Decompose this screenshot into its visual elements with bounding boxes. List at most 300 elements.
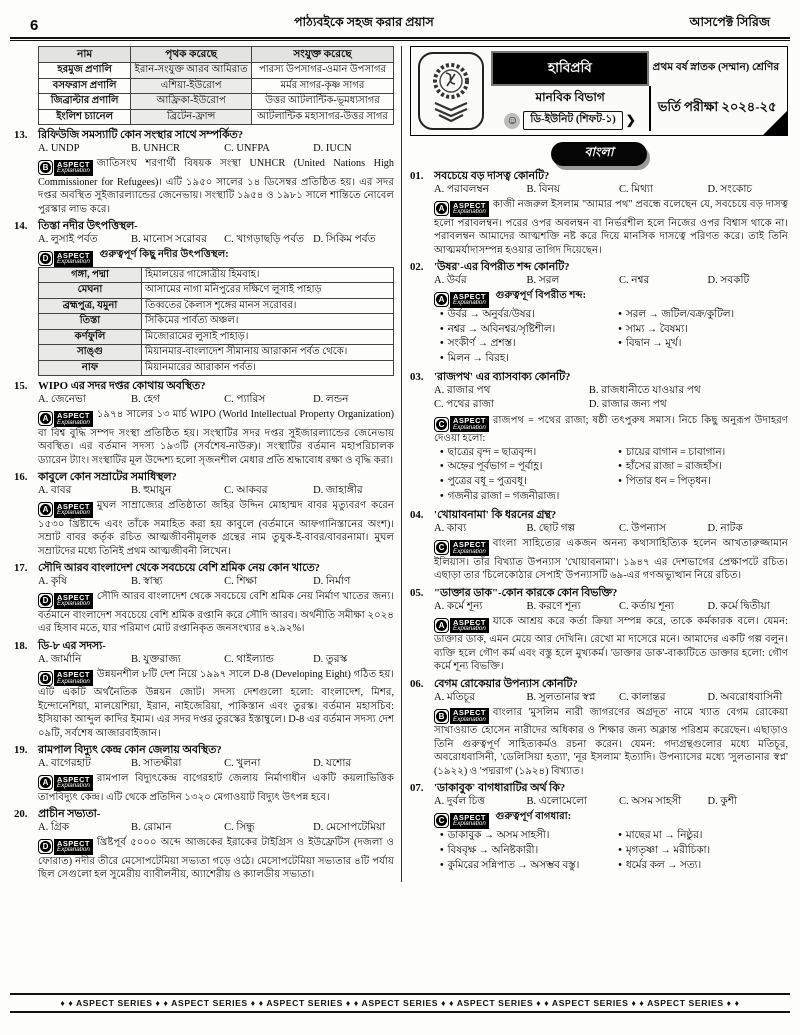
question-text: রামপাল বিদ্যুৎ কেন্দ্র কোন জেলায় অবস্থিত? <box>38 744 222 757</box>
table-row <box>39 109 394 125</box>
table-cell: ব্রিটেন-ফ্রান্স <box>131 109 252 125</box>
header-motto: পাঠ্যবইকে সহজ করার প্রয়াস <box>294 15 434 29</box>
question-item <box>410 370 788 505</box>
option-item: D. অবরোধবাসিনী <box>707 691 783 703</box>
option-item: C. থাইল্যান্ড <box>224 653 274 665</box>
aspect-explanation-logo <box>450 813 489 829</box>
explanation-label: Explanation <box>57 167 90 175</box>
option-item: A. মতিচূর <box>434 691 475 703</box>
aspect-brand-label: ASPECT <box>57 250 90 260</box>
question-number: 05. <box>410 586 424 599</box>
option-item: C. মিথ্যা <box>619 184 654 196</box>
table-cell: সাঙ্গু <box>39 345 142 361</box>
option-item: D. নাটক <box>707 523 743 535</box>
bullet-dot: • <box>618 844 622 856</box>
table-row <box>39 360 394 376</box>
aspect-brand-label: ASPECT <box>453 291 486 301</box>
bullet-dot: • <box>440 844 444 856</box>
answer-badge <box>434 618 489 634</box>
option-item: A. কাব্য <box>434 523 467 535</box>
answer-badge <box>38 160 93 176</box>
bullet-pairs <box>410 308 788 368</box>
options-row <box>410 183 788 197</box>
table-cell: আফ্রিকা-ইউরোপ <box>131 94 252 110</box>
question-item <box>14 219 394 376</box>
question-item <box>14 561 394 636</box>
unit-line <box>491 111 649 130</box>
explanation <box>410 289 788 307</box>
table-cell: হিমালয়ের গাঙ্গোত্রীয় হিমবাহ। <box>141 267 393 283</box>
answer-letter: B <box>434 709 449 724</box>
bullet-item: • ছাত্রের বৃন্দ = ছাত্রবৃন্দ। <box>440 446 537 458</box>
option-item: C. UNFPA <box>224 143 270 155</box>
option-item: B. রোমান <box>131 822 172 834</box>
bullet-dot: • <box>440 829 444 841</box>
bullet-item: • হাঁসের রাজা = রাজহাঁস। <box>618 461 722 473</box>
table-cell: কর্ণফুলি <box>39 329 142 345</box>
option-item: B. যুক্তরাজ্য <box>131 653 181 665</box>
answer-letter: C <box>434 540 449 555</box>
page-header <box>0 0 800 37</box>
table-row <box>39 63 394 79</box>
answer-letter: A <box>38 502 53 517</box>
explanation-text: বাংলা সাহিত্যের একজন অনন্য কথাসাহিত্যিক হলেন আখতারুজ্জামান ইলিয়াস। তাঁর বিখ্যাত উপন্যাস 'খোয়াবনামা'। ১৯৪৭ এর দেশভাগের প্রেক্ষাপটে রচিত। এছাড়া তার 'চিলেকোঠার সেপাই' উপন্যাসটি ৬৯-এর গণঅভ্যুত্থান নিয়ে রচিত। <box>434 538 788 582</box>
option-item: D. যশোর <box>313 758 352 770</box>
answer-badge <box>434 708 489 724</box>
options-row <box>14 757 394 771</box>
options-row <box>14 575 394 589</box>
question-number: 13. <box>14 129 28 142</box>
option-item: D. IUCN <box>313 143 352 155</box>
table-cell: মিয়ানমার-বাংলাদেশ সীমানায় আরাকান পর্বত থেকে। <box>141 345 393 361</box>
bullet-item: • সংকীর্ণ → প্রশস্ত। <box>440 338 516 350</box>
question-item <box>14 379 394 467</box>
header-series-name: আসপেক্ট সিরিজ <box>689 15 770 29</box>
explanation-label: Explanation <box>57 600 90 608</box>
option-item: C. নশ্বর <box>619 275 650 286</box>
table-cell: মেঘনা <box>39 283 142 299</box>
aspect-brand-label: ASPECT <box>57 501 90 511</box>
table-row <box>39 78 394 94</box>
explanation-text: রাজপথ = পথের রাজা; ষষ্ঠী তৎপুরুষ সমাস। নিচে কিছু অনুরূপ উদাহরণ দেওয়া হলো: <box>434 414 788 445</box>
table-row <box>39 283 394 299</box>
answer-letter: A <box>38 411 53 426</box>
option-item: B. সুলতানার স্বপ্ন <box>526 691 596 703</box>
question-number: 06. <box>410 677 424 690</box>
option-item: C. কর্তায় শূন্য <box>619 600 674 612</box>
explanation-text: মুঘল সাম্রাজ্যের প্রতিষ্ঠাতা জহির উদ্দিন মোহাম্মদ বাবর মৃত্যুবরণ করেন ১৫৩০ খ্রিষ্টাব্দে এবং তাঁকে সমাহিত করা হয় কাবুলে (বর্তমানে আফগানিস্তানের অংশ)। সম্রাট বাবর কর্তৃক রচিত আত্মজীবনীমূলক গ্রন্থের নাম তুযুক-ই-বাবর/বাবরনামা। মুঘল সম্রাটদের মধ্যে তিনিই প্রথম আত্মজীবনী লিখেন। <box>38 500 394 557</box>
class-line: প্রথম বর্ষ স্নাতক (সম্মান) শ্রেণির <box>652 62 780 73</box>
question-text: WIPO এর সদর দপ্তর কোথায় অবস্থিত? <box>38 380 206 393</box>
option-item: D. সংকোচ <box>707 184 753 196</box>
explanation-label: Explanation <box>57 258 90 266</box>
option-item: B. এলোমেলো <box>526 796 587 808</box>
explanation <box>410 810 788 828</box>
question-head <box>14 639 394 653</box>
option-item: D. কর্মে দ্বিতীয়া <box>707 600 770 612</box>
explanation-text: বাংলার 'মুসলিম নারী জাগরণের অগ্রদূত' নামে খ্যাত বেগম রোকেয়া সাখাওয়াত হোসেন নারীদের অধিকার ও শিক্ষার জন্য অক্লান্ত পরিশ্রম করেছেন। এছাড়াও তিনি গুরুত্বপূর্ণ সাহিত্যকর্মও রচনা করেন। যেমন: গদ্যগ্রন্থগুলোর মধ্যে মতিচূর, অবরোধবাসিনী, 'ডেলিসিয়া হত্যা', 'নূর ইসলাম' ইত্যাদি। উপন্যাসের মধ্যে 'সুলতানার স্বপ্ন' (১৯২২) ও 'পদ্মরাগ' (১৯২৪) বিখ্যাত। <box>434 706 788 777</box>
smiley-icon: ☺ <box>506 112 519 127</box>
aspect-explanation-logo <box>54 593 93 609</box>
question-head <box>14 743 394 757</box>
aspect-brand-label: ASPECT <box>453 812 486 822</box>
explanation-text: খ্রিষ্টপূর্ব ৫০০০ অব্দে আজকের ইরাকের টাইগ্রিস ও ইউফ্রেটিস (দজলা ও ফোরাত) নদীর তীরে মেসোপটেমিয়া সভ্যতা গড়ে ওঠে। মেসোপটেমিয়া সভ্যতার ৪টি পর্যায় ছিল সেগুলো হল সুমেরীয় ব্যাবীলনীয়, অ্যাশেরীয় ও ক্যালডীয় সভ্যতা। <box>38 837 394 881</box>
question-number: 04. <box>410 509 424 522</box>
option-item: B. সাতক্ষীরা <box>131 758 182 770</box>
explanation <box>14 408 394 467</box>
university-logo <box>415 51 487 131</box>
bullet-item <box>618 490 788 505</box>
answer-letter: B <box>38 160 53 175</box>
bullet-dot: • <box>440 491 444 503</box>
aspect-brand-label: ASPECT <box>57 159 90 169</box>
question-head <box>14 561 394 575</box>
question-number: 03. <box>410 371 424 384</box>
option-item: A. উর্বর <box>434 275 467 286</box>
option-item: A. কৃষি <box>38 576 67 588</box>
aspect-brand-label: ASPECT <box>453 540 486 549</box>
bullet-item: • মৃগতৃষ্ণা → মরীচিকা। <box>618 844 711 856</box>
bullet-item: • পিতার ধন = পিতৃধন। <box>618 476 711 488</box>
explanation-label: Explanation <box>453 423 486 431</box>
explanation-label: Explanation <box>57 846 90 854</box>
explanation-label: Explanation <box>453 820 486 828</box>
exam-header-text <box>491 51 783 131</box>
aspect-explanation-logo <box>450 292 489 308</box>
table-cell: নাফ <box>39 360 142 376</box>
bullet-item: • নশ্বর → অবিনশ্বর/সৃষ্টিশীল। <box>440 323 556 335</box>
question-head <box>14 379 394 393</box>
table-cell: উত্তর আটলান্টিক-ভূমধ্যসাগর <box>251 94 393 110</box>
bullet-dot: • <box>440 308 444 320</box>
table-header-row <box>39 47 394 63</box>
option-item: D. সিকিম পর্বত <box>313 234 376 246</box>
option-item: C. উপন্যাস <box>619 523 666 535</box>
question-head <box>14 128 394 142</box>
aspect-explanation-logo <box>54 502 93 518</box>
question-text: তিস্তা নদীর উৎপত্তিস্থল- <box>38 220 138 233</box>
institution-name: হাবিপ্রবি <box>491 51 649 86</box>
options-row <box>14 821 394 835</box>
bullet-dot: • <box>618 461 622 473</box>
option-item: D. মেসোপটেমিয়া <box>313 822 386 834</box>
question-item <box>410 169 788 257</box>
question-number: 18. <box>14 639 28 652</box>
subject-pill: বাংলা <box>551 142 648 166</box>
option-item: C. প্যারিস <box>224 394 266 406</box>
table-row <box>39 298 394 314</box>
explanation <box>410 198 788 257</box>
question-text: 'ডাকাবুক' বাগধারাটির অর্থ কি? <box>434 782 566 795</box>
option-item: D. তুরস্ক <box>313 653 348 665</box>
option-item: D. জাহাঙ্গীর <box>313 485 363 497</box>
aspect-explanation-logo <box>54 839 93 855</box>
explanation <box>410 615 788 674</box>
option-item: B. বিনয় <box>526 184 561 196</box>
aspect-brand-label: ASPECT <box>57 411 90 421</box>
explanation <box>14 248 394 266</box>
table-cell: তিস্তা <box>39 314 142 330</box>
question-item <box>410 260 788 367</box>
question-number: 16. <box>14 471 28 484</box>
option-item: C. কালান্তর <box>619 691 666 703</box>
question-text: কাবুলে কোন সম্রাটের সমাধিস্থল? <box>38 471 177 484</box>
answer-badge <box>434 292 489 308</box>
bullet-item: • উর্বর → অনুর্বর/উষর। <box>440 308 535 320</box>
table-cell: এশিয়া-ইউরোপ <box>131 78 252 94</box>
explanation <box>14 157 394 216</box>
bullet-item: • মাছের মা → নিষ্ঠুর। <box>618 829 703 841</box>
aspect-brand-label: ASPECT <box>453 617 486 627</box>
table-cell: সিকিমের পার্বত্য অঞ্চল। <box>141 314 393 330</box>
answer-letter: D <box>38 251 53 266</box>
subject-pill-wrap <box>410 142 788 166</box>
table-cell: মিজোরামের লুসাই পাহাড়। <box>141 329 393 345</box>
options-row <box>14 233 394 247</box>
question-number: 20. <box>14 808 28 821</box>
question-number: 02. <box>410 260 424 273</box>
explanation-label: Explanation <box>453 625 486 633</box>
table-cell: আসামের নাগা মনিপুরের দক্ষিণে লুসাই পাহাড় <box>141 283 393 299</box>
bullet-dot: • <box>618 476 622 488</box>
answer-letter: C <box>434 417 449 432</box>
bullet-pairs <box>410 829 788 874</box>
bullet-item: • চায়ের বাগান = চাবাগান। <box>618 446 726 458</box>
university-logo-icon <box>417 51 485 131</box>
option-item: B. ছোট গল্প <box>526 523 576 535</box>
explanation <box>14 590 394 635</box>
options-row <box>410 691 788 705</box>
option-item: C. অসম সাহসী <box>619 796 682 808</box>
explanation-label: Explanation <box>57 418 90 426</box>
table-row <box>39 345 394 361</box>
question-item <box>14 639 394 740</box>
option-item: D. নির্মাণ <box>313 576 351 588</box>
table-cell: তিব্বতের কৈলাস শৃঙ্গের মানস সরোবর। <box>141 298 393 314</box>
question-item <box>14 470 394 558</box>
answer-letter: A <box>434 618 449 633</box>
options-row <box>410 384 788 412</box>
question-head <box>14 219 394 233</box>
explanation-label: Explanation <box>57 677 90 685</box>
question-number: 01. <box>410 170 424 182</box>
exam-header-box <box>410 46 788 136</box>
option-item: B. হুমায়ুন <box>131 485 172 497</box>
option-item: D. রাজার জন্য পথ <box>588 399 667 411</box>
question-text: বেগম রোকেয়ার উপন্যাস কোনটি? <box>434 677 578 690</box>
question-number: 19. <box>14 744 28 757</box>
aspect-brand-label: ASPECT <box>453 416 486 426</box>
question-number: 14. <box>14 220 28 233</box>
question-head <box>14 470 394 484</box>
department-name: মানবিক বিভাগ <box>535 90 605 104</box>
bullet-dot: • <box>618 859 622 871</box>
answer-badge <box>38 502 93 518</box>
bullet-dot: • <box>440 323 444 335</box>
question-text: 'উষর'-এর বিপরীত শব্দ কোনটি? <box>434 260 570 273</box>
bullet-dot: • <box>440 859 444 871</box>
option-item: B. রাজধানীতে যাওয়ার পথ <box>588 385 701 397</box>
aspect-explanation-logo <box>54 775 93 791</box>
question-head <box>410 781 788 795</box>
answer-badge <box>38 411 93 427</box>
question-number: 15. <box>14 380 28 393</box>
table-cell: বসফরাস প্রণালি <box>39 78 131 94</box>
bullet-dot: • <box>618 829 622 841</box>
question-text: সবচেয়ে বড় দাসত্ব কোনটি? <box>434 170 550 182</box>
option-item: B. করণে শূন্য <box>526 600 581 612</box>
aspect-explanation-logo <box>54 251 93 267</box>
explanation-text: কাজী নজরুল ইসলাম "আমার পথ" প্রবন্ধে বলেছেন যে, সবচেয়ে বড় দাসত্ব হলো পরাবলম্বন। পরের ওপর অবলম্বন বা নির্ভরশীল হলে নিজের ওপর বিশ্বাস থাকে না। পরাবলম্বন আমাদের আত্মশক্তি নষ্ট করে দিয়ে মানসিক দাসত্বে পরিণত করে। তাই তিনি আত্মমর্যাদাসম্পন্ন হওয়ার তাগিদ দিয়েছেন। <box>434 199 788 256</box>
bullet-item: • মিলন → বিরহ। <box>440 353 509 365</box>
table-row <box>39 94 394 110</box>
explanation <box>14 836 394 881</box>
question-item <box>410 586 788 674</box>
aspect-explanation-logo <box>54 411 93 427</box>
table-header-cell: সংযুক্ত করেছে <box>251 47 393 63</box>
answer-badge <box>38 251 93 267</box>
explanation <box>14 668 394 740</box>
option-item: A. জেনেভা <box>38 394 86 406</box>
explanation-label: Explanation <box>453 715 486 723</box>
bullet-item: • কুমিরের সন্নিপাত → অসম্ভব বস্তু। <box>440 859 580 871</box>
question-head <box>410 677 788 691</box>
table-cell: ইরান-সংযুক্ত আরব আমিরাত <box>131 63 252 79</box>
question-item <box>410 508 788 583</box>
answer-letter: A <box>434 201 449 216</box>
bullet-item: • সাম্য → বৈষম্য। <box>618 323 688 335</box>
aspect-explanation-logo <box>450 416 489 432</box>
unit-label: ডি-ইউনিট (শিফট-১) <box>523 111 622 130</box>
option-item: B. সরল <box>526 275 560 286</box>
question-text: সৌদি আরব বাংলাদেশ থেকে সবচেয়ে বেশি শ্রমিক নেয় কোন খাতে? <box>38 562 320 575</box>
option-item: A. পরাবলম্বন <box>434 184 489 196</box>
option-item: A. রাজার পথ <box>434 385 491 397</box>
options-row <box>14 142 394 156</box>
option-item: A. কর্মে শূন্য <box>434 600 483 612</box>
bullet-dot: • <box>440 446 444 458</box>
question-text: 'খোয়াবনামা' কি ধরনের গ্রন্থ? <box>434 509 557 522</box>
options-row <box>410 600 788 614</box>
option-item: D. সবকটি <box>707 275 750 286</box>
table-cell: হরমুজ প্রণালি <box>39 63 131 79</box>
page-number: 6 <box>30 17 39 34</box>
page-footer: ♦ ♦ ASPECT SERIES ♦ ♦ ASPECT SERIES ♦ ♦ ASPECT SERIES ♦ ♦ ASPECT SERIES ♦ ♦ ASPECT SERIES ♦ ♦ ASPECT SERIES ♦ ♦ ASPECT SERIES ♦ ♦ <box>10 993 790 1013</box>
question-item <box>14 807 394 882</box>
explanation-title: গুরুত্বপূর্ণ বাগধারা: <box>492 811 572 823</box>
bullet-item: • বিদ্বান → মূর্খ। <box>618 338 682 350</box>
table-cell: জিব্রাল্টার প্রণালি <box>39 94 131 110</box>
options-row <box>410 795 788 809</box>
bullet-item: • ধর্মের কল → সত্য। <box>618 859 702 871</box>
option-item: C. খাগড়াছড়ি পর্বত <box>224 234 305 246</box>
table-header-cell: নাম <box>39 47 131 63</box>
aspect-brand-label: ASPECT <box>57 592 90 602</box>
aspect-explanation-logo <box>54 160 93 176</box>
explanation-text: জাতিসংঘ শরণার্থী বিষয়ক সংস্থা UNHCR (United Nations High Commissioner for Refugees)। এটি ১৯৫০ সালের ১৪ ডিসেম্বর প্রতিষ্ঠিত হয়। এর সদর দপ্তর অবস্থিত সুইজারল্যান্ডের জেনেভায়। সংস্থাটি ১৯৫৪ ও ১৯৮১ সালে শান্তিতে নোবেল পুরস্কার লাভ করে। <box>38 158 394 215</box>
question-item <box>14 743 394 804</box>
aspect-brand-label: ASPECT <box>57 670 90 680</box>
answer-badge <box>434 813 489 829</box>
question-head <box>410 169 788 183</box>
bullet-dot: • <box>440 461 444 473</box>
explanation-label: Explanation <box>453 299 486 307</box>
option-item: B. UNHCR <box>131 143 181 155</box>
options-row <box>14 393 394 407</box>
table-cell: ইংলিশ চ্যানেল <box>39 109 131 125</box>
straits-table <box>38 46 394 125</box>
option-item: A. গ্রিক <box>38 822 70 834</box>
table-row <box>39 314 394 330</box>
option-item: B. স্বাস্থ্য <box>131 576 163 588</box>
explanation-label: Explanation <box>453 208 486 216</box>
option-item: A. বাবর <box>38 485 72 497</box>
table-row <box>39 267 394 283</box>
aspect-brand-label: ASPECT <box>453 708 486 718</box>
table-row <box>39 329 394 345</box>
bullet-dot: • <box>440 476 444 488</box>
question-item <box>410 677 788 778</box>
question-head <box>14 807 394 821</box>
question-text: "ডাক্তার ডাক"-কোন কারকে কোন বিভক্তি? <box>434 586 618 599</box>
answer-letter: D <box>38 593 53 608</box>
option-item: A. জার্মানি <box>38 653 82 665</box>
corner-triangle <box>763 111 787 135</box>
chevron-right-icon: ❯ <box>625 113 636 127</box>
bullet-dot: • <box>618 338 622 350</box>
table-cell: পারস্য উপসাগর-ওমান উপসাগর <box>251 63 393 79</box>
table-header-cell: পৃথক করেছে <box>131 47 252 63</box>
aspect-explanation-logo <box>450 540 489 556</box>
aspect-explanation-logo <box>450 618 489 634</box>
answer-badge <box>434 416 489 432</box>
bullet-item: • অহ্নের পূর্বভাগ = পূর্বাহ্ণ। <box>440 461 543 473</box>
bullet-dot: • <box>618 323 622 335</box>
option-item: A. UNDP <box>38 143 80 155</box>
option-item: C. সিন্ধু <box>224 822 255 834</box>
aspect-brand-label: ASPECT <box>453 200 486 210</box>
bullet-item: • বিষবৃক্ষ → অনিষ্টকারী। <box>440 844 539 856</box>
explanation-title: গুরুত্বপূর্ণ কিছু নদীর উৎপত্তিস্থল: <box>96 249 229 261</box>
option-item: C. পথের রাজা <box>434 399 495 411</box>
left-questions <box>14 128 394 882</box>
option-item: A. দুর্বল চিত্ত <box>434 796 485 808</box>
content-columns <box>0 41 800 882</box>
explanation-label: Explanation <box>453 547 486 555</box>
right-questions <box>410 169 788 873</box>
answer-badge <box>38 839 93 855</box>
answer-letter: A <box>38 775 53 790</box>
explanation-label: Explanation <box>57 782 90 790</box>
question-head <box>410 370 788 384</box>
question-item <box>410 781 788 873</box>
bullet-item: • ডাকাবুক → অসম সাহসী। <box>440 829 550 841</box>
aspect-brand-label: ASPECT <box>57 774 90 784</box>
question-head <box>410 260 788 274</box>
aspect-explanation-logo <box>450 201 489 217</box>
answer-badge <box>434 540 489 556</box>
explanation-title: গুরুত্বপূর্ণ বিপরীত শব্দ: <box>492 290 586 302</box>
question-number: 07. <box>410 782 424 795</box>
question-text: রিফিউজি সমস্যাটি কোন সংস্থার সাথে সম্পর্কিত? <box>38 129 244 142</box>
options-row <box>14 653 394 667</box>
option-item: B. মানোস সরোবর <box>131 234 207 246</box>
question-number: 17. <box>14 562 28 575</box>
explanation <box>410 537 788 582</box>
explanation-label: Explanation <box>57 509 90 517</box>
rivers-table <box>38 267 394 377</box>
options-row <box>410 274 788 288</box>
